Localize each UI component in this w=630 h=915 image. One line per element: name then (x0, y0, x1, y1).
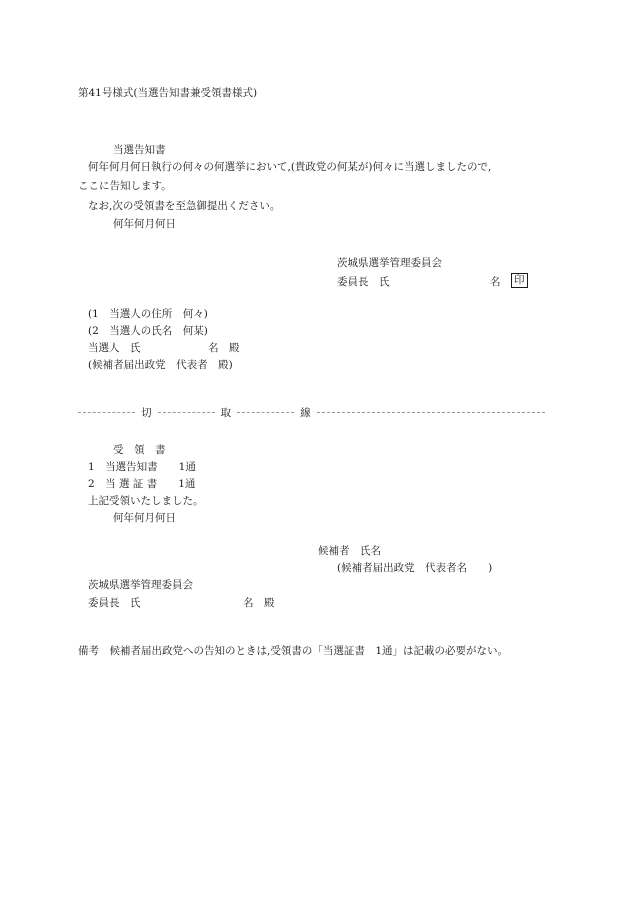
issuer-name: 名 (490, 276, 501, 288)
receipt-item1: 1 当選告知書 1通 (88, 461, 196, 473)
remark: 備考 候補者届出政党への告知のときは,受領書の「当選証書 1通」は記載の必要がない。 (78, 645, 509, 657)
candidate-party: (候補者届出政党 代表者名 ) (337, 562, 493, 574)
seal-label: 印 (511, 273, 528, 288)
recipient-title: 当選人 氏 (88, 342, 141, 354)
cut-line-word-2: 取 (220, 406, 232, 419)
cut-line-word-3: 線 (300, 406, 311, 419)
notice-item-name: (2 当選人の氏名 何某) (88, 325, 208, 337)
cut-line (78, 405, 545, 419)
receipt-confirm: 上記受領いたしました。 (88, 495, 204, 507)
notice-item-address: (1 当選人の住所 何々) (88, 308, 208, 320)
receipt-date: 何年何月何日 (113, 512, 176, 524)
cut-line-word-1: 切 (141, 406, 152, 419)
receipt-heading: 受 領 書 (113, 444, 166, 456)
notice-date: 何年何月何日 (113, 218, 176, 230)
recipient-name: 名 殿 (208, 342, 240, 354)
recipient-party: (候補者届出政党 代表者 殿) (88, 359, 233, 371)
addressee-title: 委員長 氏 (88, 597, 141, 609)
addressee-name: 名 殿 (243, 597, 275, 609)
notice-body-line1: 何年何月何日執行の何々の何選挙において,(貴政党の何某が)何々に当選しましたので, (88, 161, 492, 173)
notice-body-line3: なお,次の受領書を至急御提出ください。 (88, 200, 281, 212)
cut-line-dash (237, 412, 294, 413)
notice-heading: 当選告知書 (113, 144, 166, 156)
receipt-item2: 2 当 選 証 書 1通 (88, 478, 196, 490)
cut-line-dash (158, 412, 215, 413)
cut-line-dash (78, 412, 135, 413)
cut-line-dash (317, 412, 545, 413)
notice-body-line2: ここに告知します。 (78, 180, 172, 192)
addressee-org: 茨城県選挙管理委員会 (88, 579, 193, 591)
issuer-title: 委員長 氏 (337, 276, 390, 288)
seal-stamp (511, 273, 528, 288)
candidate-name: 候補者 氏名 (318, 545, 381, 557)
issuer-org: 茨城県選挙管理委員会 (337, 257, 442, 269)
form-title: 第41号様式(当選告知書兼受領書様式) (78, 87, 258, 99)
